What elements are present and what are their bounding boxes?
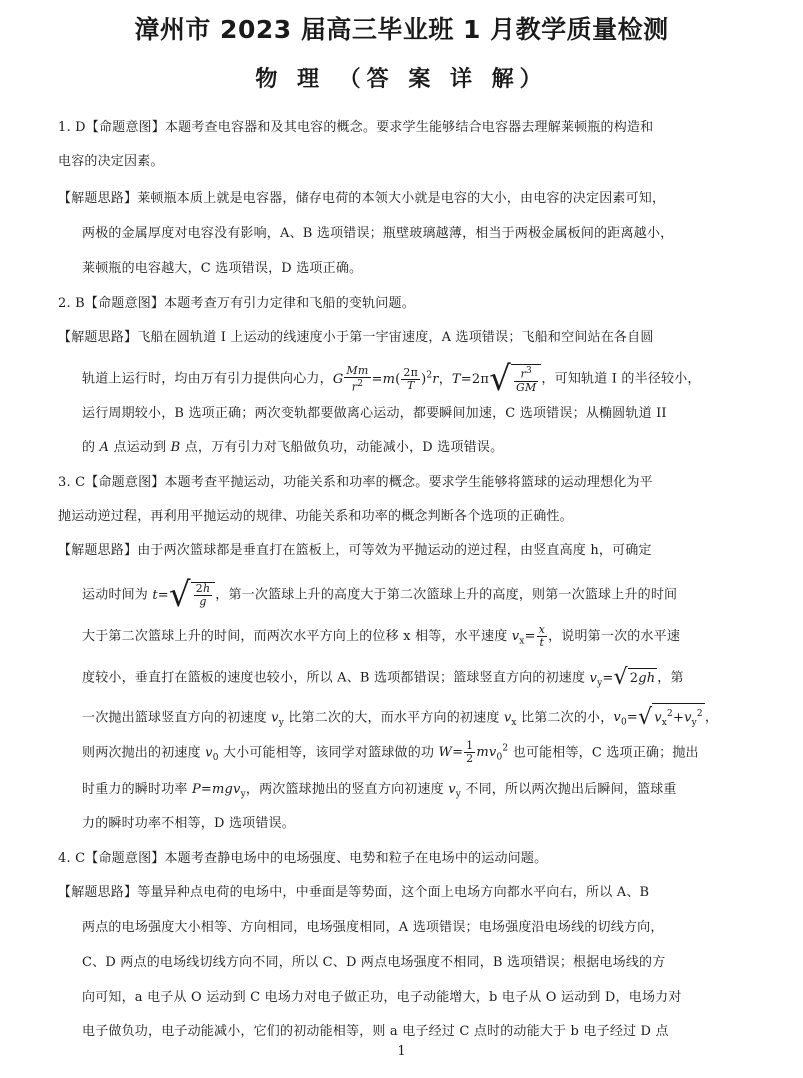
q4-intro-line: 4. C【命题意图】本题考查静电场中的电场强度、电势和粒子在电场中的运动问题。 [58, 851, 548, 866]
q3-intro-line-2: 抛运动逆过程，再利用平抛运动的规律、功能关系和功率的概念判断各个选项的正确性。 [58, 509, 573, 524]
q1-solution-line-3: 莱顿瓶的电容越大，C 选项错误，D 选项正确。 [82, 261, 363, 276]
q1-intro-line-2: 电容的决定因素。 [58, 154, 164, 169]
q1-solution-line-1: 【解题思路】莱顿瓶本质上就是电容器，储存电荷的本领大小就是电容的大小，由电容的决定因素可知， [58, 191, 666, 206]
q3-solution-line-3: 大于第二次篮球上升的时间，而两次水平方向上的位移 x 相等，水平速度 $v_x=$ $\frac{x}{t}$ ，说明第一次的水平速 [82, 623, 681, 649]
q2-solution-line-2: 轨道上运行时，均由万有引力提供向心力，G $\frac{Mm}{r^2}$ =m( $\frac{2\pi}{T}$ )$^2$r，T=2π√ $\frac{r^3}{GM}$ ，可知轨道 I 的半径较小， [82, 359, 701, 399]
q2-solution-line-1: 【解题思路】飞船在圆轨道 I 上运动的线速度小于第一宇宙速度，A 选项错误；飞船和空间站在各自圆 [58, 330, 654, 345]
formula-vertical-velocity: $v_y=√$ 2gh [589, 665, 656, 690]
q1-intro-line-1: 1. D【命题意图】本题考查电容器和及其电容的概念。要求学生能够结合电容器去理解莱顿瓶的构造和 [58, 120, 654, 135]
formula-initial-velocity: $v_0=√$ $v_x^2+v_y^2$ ， [613, 710, 718, 725]
formula-work: W= $\frac{1}{2}$ $mv_0^2$ [438, 739, 509, 766]
q3-solution-line-1: 【解题思路】由于两次篮球都是垂直打在篮板上，可等效为平抛运动的逆过程，由竖直高度 h，可确定 [58, 543, 652, 558]
page-number: 1 [397, 1044, 406, 1059]
q3-solution-line-6: 则两次抛出的初速度 $v_0$ 大小可能相等，该同学对篮球做的功 W= $\frac{1}{2}$ $mv_0^2$ 也可能相等，C 选项正确；抛出 [82, 739, 699, 766]
q3-solution-line-8: 力的瞬时功率不相等，D 选项错误。 [82, 816, 295, 831]
q2-solution-line-3: 运行周期较小，B 选项正确；两次变轨都要做离心运动，都要瞬间加速，C 选项错误；从椭圆轨道 II [82, 406, 667, 421]
formula-gravity: G $\frac{Mm}{r^2}$ =m( $\frac{2\pi}{T}$ )$^2$r，T=2π√ $\frac{r^3}{GM}$ [333, 372, 542, 387]
q3-intro-line-1: 3. C【命题意图】本题考查平抛运动，功能关系和功率的概念。要求学生能够将篮球的运动理想化为平 [58, 475, 653, 490]
q4-solution-line-2: 两点的电场强度大小相等、方向相同，电场强度相同，A 选项错误；电场强度沿电场线的切线方向， [82, 920, 664, 935]
q4-solution-line-3: C、D 两点的电场线切线方向不同，所以 C、D 两点电场强度不相同，B 选项错误；根据电场线的方 [82, 955, 666, 970]
q3-solution-line-4: 度较小，垂直打在篮板的速度也较小，所以 A、B 选项都错误；篮球竖直方向的初速度 $v_y=√$ 2gh ，第 [82, 665, 684, 690]
formula-time: t=√ $\frac{2h}{g}$ [152, 588, 215, 603]
q4-solution-line-5: 电子做负功，电子动能减小，它们的初动能相等，则 a 电子经过 C 点时的动能大于 b 电子经过 D 点 [82, 1024, 669, 1039]
q2-solution-line-4: 的 A 点运动到 B 点，万有引力对飞船做负功，动能减小，D 选项错误。 [82, 440, 504, 455]
document-title: 漳州市 2023 届高三毕业班 1 月教学质量检测 [134, 15, 669, 44]
q3-solution-line-7: 时重力的瞬时功率 P=mgv$_y$，两次篮球抛出的竖直方向初速度 $v_y$ 不同，所以两次抛出后瞬间，篮球重 [82, 782, 677, 800]
formula-horizontal-velocity: $v_x=$ $\frac{x}{t}$ [511, 623, 546, 649]
q4-solution-line-4: 向可知，a 电子从 O 运动到 C 电场力对电子做正功，电子动能增大，b 电子从 O 运动到 D，电场力对 [82, 990, 682, 1005]
q3-solution-line-2: 运动时间为 t=√ $\frac{2h}{g}$ ，第一次篮球上升的高度大于第二次篮球上升的高度，则第一次篮球上升的时间 [82, 575, 678, 615]
formula-power: P=mgv$_y$ [191, 782, 246, 800]
document-subtitle: 物 理 （答 案 详 解） [255, 67, 548, 92]
q2-intro-line: 2. B【命题意图】本题考查万有引力定律和飞船的变轨问题。 [58, 296, 415, 311]
q4-solution-line-1: 【解题思路】等量异种点电荷的电场中，中垂面是等势面，这个面上电场方向都水平向右，所以 A、B [58, 885, 650, 900]
q1-solution-line-2: 两极的金属厚度对电容没有影响，A、B 选项错误；瓶壁玻璃越薄，相当于两极金属板间的距离越小， [82, 226, 674, 241]
q3-solution-line-5: 一次抛出篮球竖直方向的初速度 $v_y$ 比第二次的大，而水平方向的初速度 $v_x$ 比第二次的小，$v_0=√$ $v_x^2+v_y^2$ ， [82, 703, 718, 733]
